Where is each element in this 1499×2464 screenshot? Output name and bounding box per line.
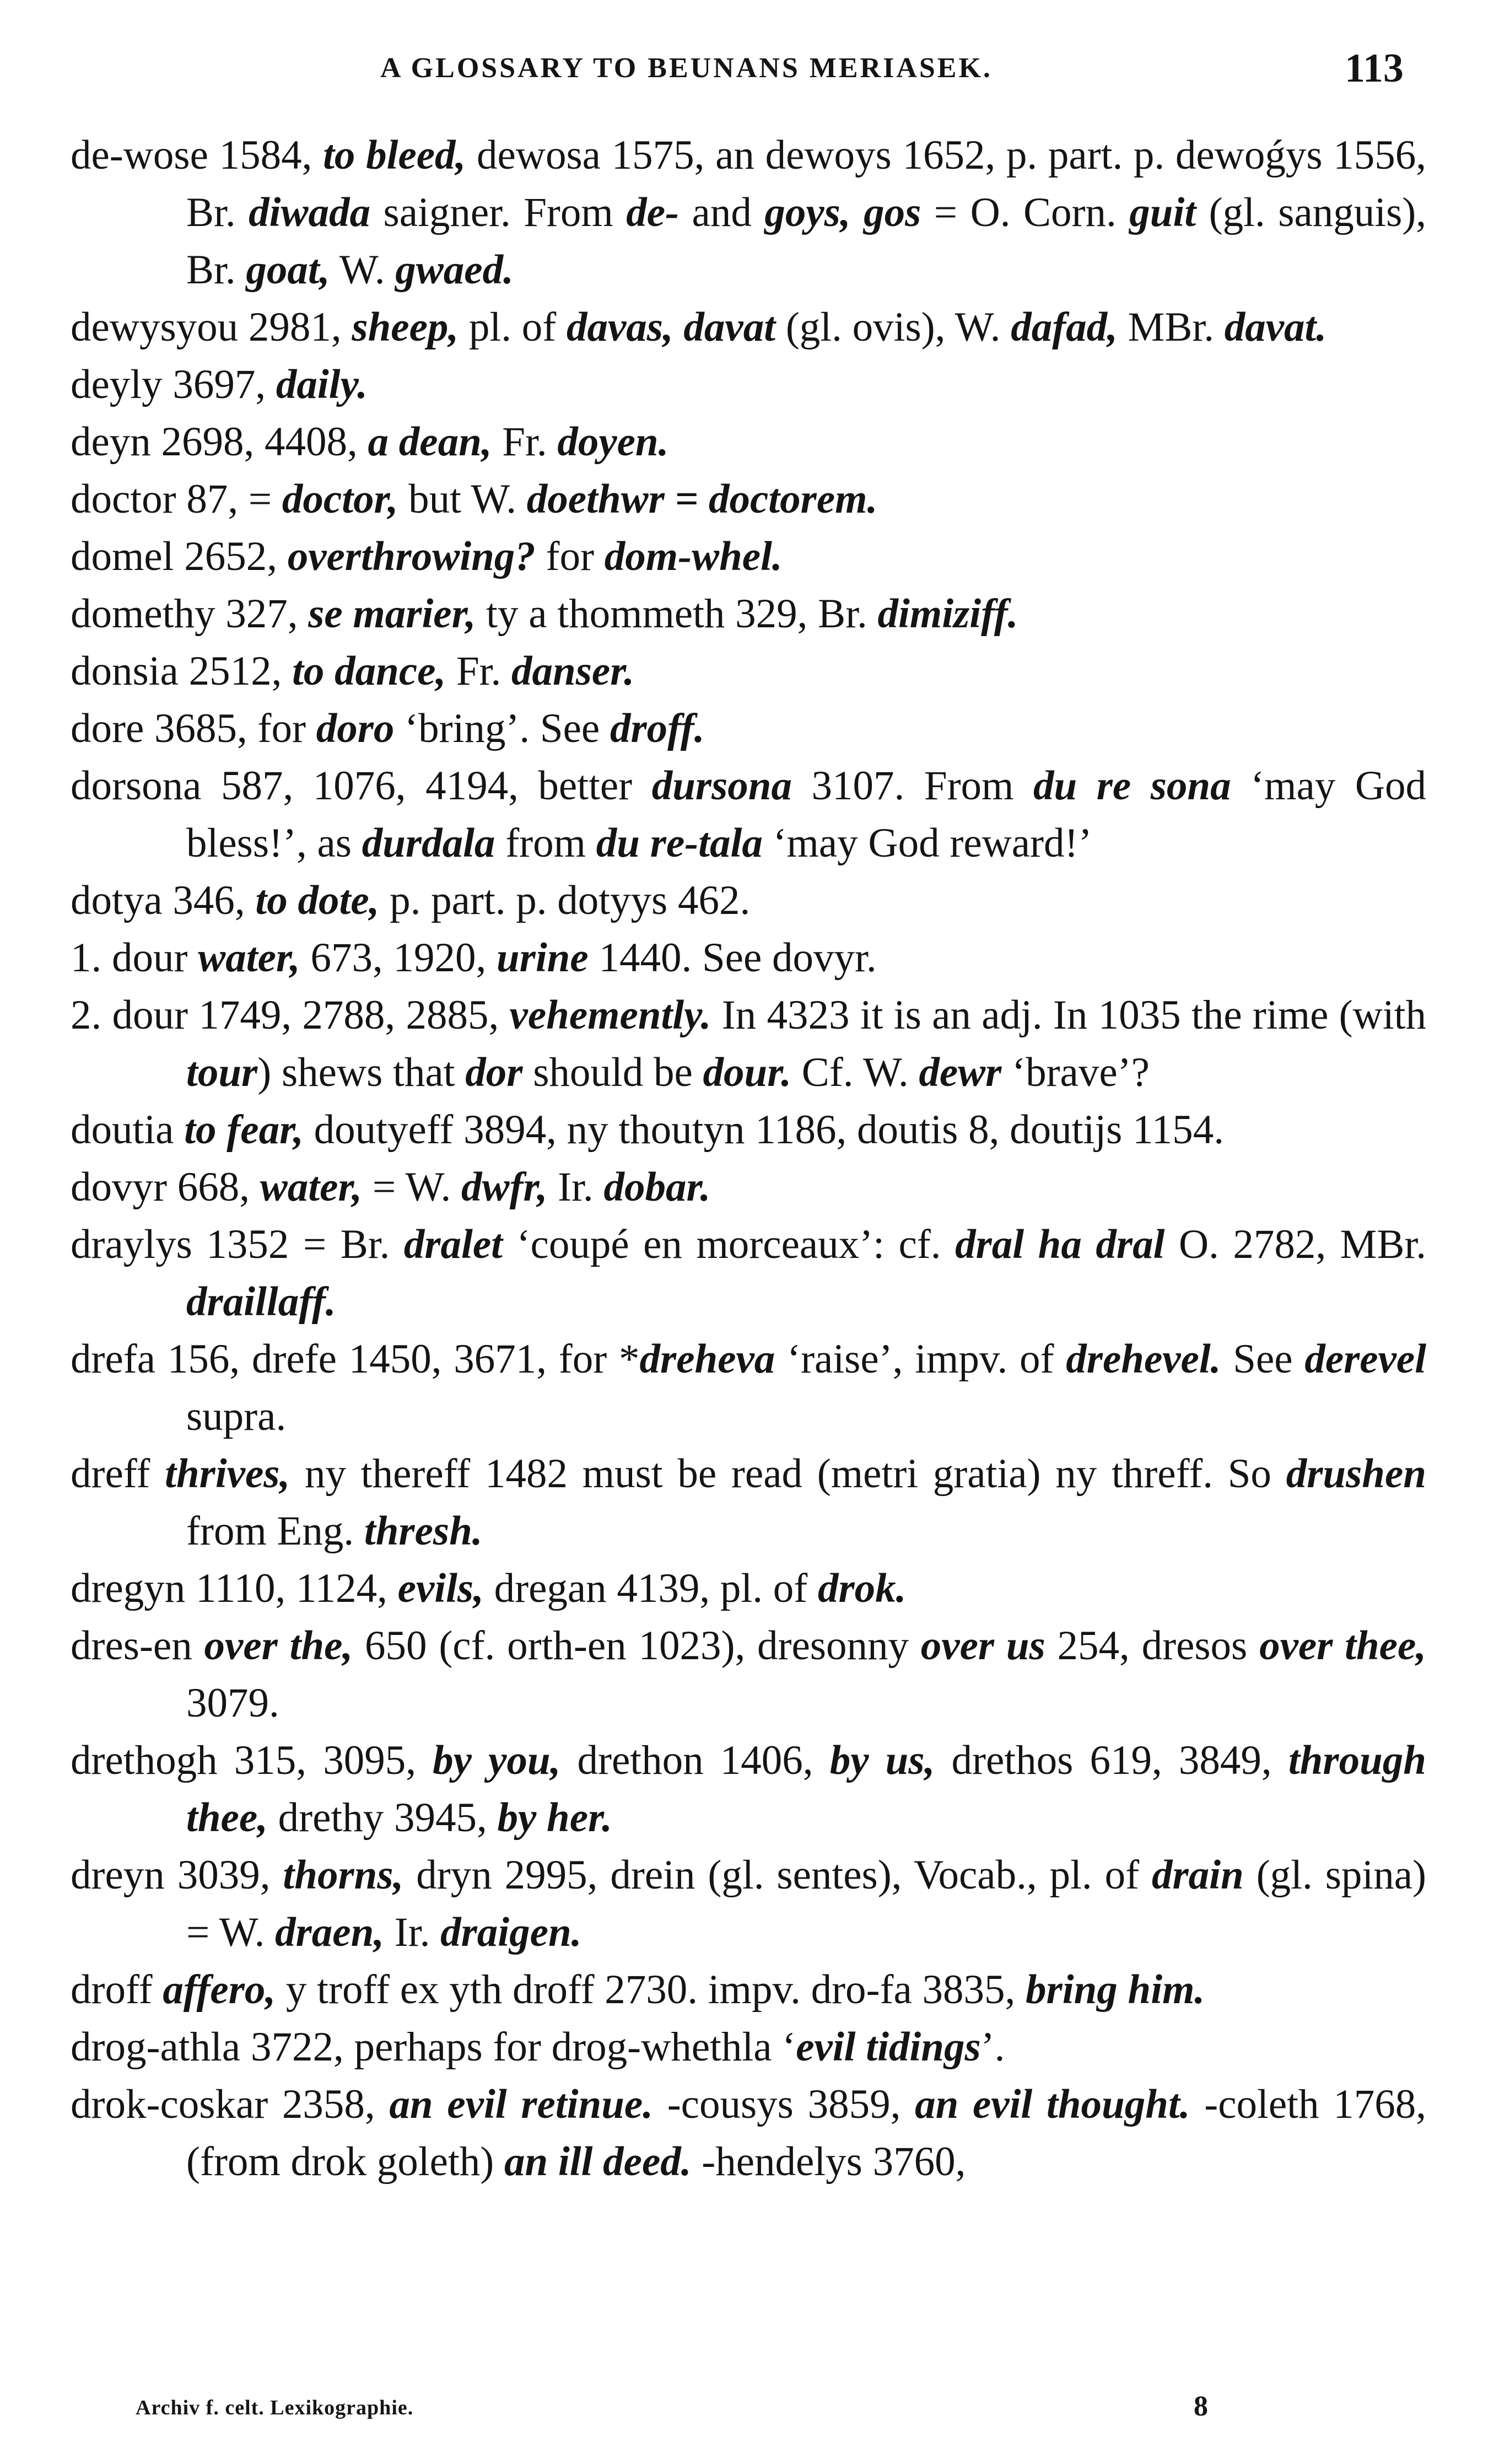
- entry-text: pl. of: [459, 304, 567, 350]
- glossary-entry: [71, 929, 1426, 987]
- entry-gloss-italic: gwaed.: [395, 247, 514, 293]
- entry-gloss-italic: tour: [186, 1050, 258, 1095]
- entry-text: dryn 2995, drein (gl. sentes), Vocab., pl. of: [403, 1852, 1152, 1898]
- entry-gloss-italic: dafad,: [1011, 304, 1118, 350]
- entry-text: and: [679, 190, 765, 235]
- entry-gloss-italic: doethwr = doctorem.: [526, 476, 878, 522]
- entry-text: dewosa 1575, an dewoys 1652, p. part. p. dewoǵys 1556, Br.: [186, 132, 1426, 235]
- entry-gloss-italic: davat.: [1224, 304, 1327, 350]
- entry-gloss-italic: to fear,: [184, 1107, 304, 1153]
- entry-gloss-italic: doro: [316, 706, 395, 751]
- footer-publication: Archiv f. celt. Lexikographie.: [136, 2396, 414, 2419]
- entry-text: O. 2782, MBr.: [1164, 1222, 1426, 1267]
- entry-text: In 4323 it is an adj. In 1035 the rime (with: [711, 992, 1426, 1038]
- glossary-entry: [71, 1847, 1426, 1961]
- entry-gloss-italic: drain: [1152, 1852, 1244, 1898]
- entry-text: drethy 3945,: [267, 1795, 498, 1841]
- entry-gloss-italic: evils,: [397, 1565, 484, 1611]
- entry-gloss-italic: davas, davat: [566, 304, 776, 350]
- glossary-entry: [71, 299, 1426, 356]
- entry-gloss-italic: dom-whel.: [604, 534, 783, 579]
- entry-text: 650 (cf. orth-en 1023), dresonny: [353, 1623, 921, 1669]
- entry-gloss-italic: du re sona: [1033, 763, 1231, 809]
- entry-text: should be: [522, 1050, 703, 1095]
- entry-text: for: [535, 534, 605, 579]
- entry-gloss-italic: droff.: [610, 706, 705, 751]
- entry-gloss-italic: dreheva: [639, 1336, 775, 1382]
- entry-gloss-italic: thorns,: [283, 1852, 404, 1898]
- entry-text: drefa 156, drefe 1450, 3671, for *: [71, 1336, 640, 1382]
- glossary-entry: [71, 471, 1426, 528]
- entry-text: ) shews that: [257, 1050, 466, 1095]
- glossary-entry: [71, 643, 1426, 700]
- entry-gloss-italic: durdala: [362, 820, 495, 866]
- entry-gloss-italic: du re-tala: [596, 820, 763, 866]
- entry-text: MBr.: [1117, 304, 1225, 350]
- entry-text: See: [1221, 1336, 1305, 1382]
- entry-gloss-italic: thrives,: [165, 1451, 290, 1497]
- glossary-entry: [71, 528, 1426, 585]
- entry-text: doctor 87, =: [71, 476, 282, 522]
- entry-gloss-italic: se marier,: [308, 591, 476, 637]
- entry-text: 3079.: [186, 1680, 279, 1726]
- entry-text: saigner. From: [370, 190, 627, 235]
- glossary-entry: [71, 1216, 1426, 1331]
- entry-gloss-italic: dewr: [919, 1050, 1002, 1095]
- entry-text: ‘may God reward!’: [762, 820, 1092, 866]
- entry-text: 2. dour 1749, 2788, 2885,: [71, 992, 510, 1038]
- entry-text: 673, 1920,: [300, 935, 497, 981]
- entry-gloss-italic: doyen.: [557, 419, 669, 465]
- entry-gloss-italic: an evil retinue.: [389, 2081, 653, 2127]
- entry-gloss-italic: by her.: [497, 1795, 612, 1841]
- entry-gloss-italic: draillaff.: [186, 1279, 336, 1325]
- entry-gloss-italic: drushen: [1286, 1451, 1426, 1497]
- entry-text: y troff ex yth droff 2730. impv. dro-fa 3835,: [276, 1967, 1026, 2013]
- glossary-entry: [71, 1331, 1426, 1445]
- entry-gloss-italic: goys, gos: [764, 190, 921, 235]
- entry-gloss-italic: drehevel.: [1066, 1336, 1221, 1382]
- entry-gloss-italic: to bleed,: [323, 132, 466, 178]
- entry-gloss-italic: diwada: [249, 190, 370, 235]
- entry-gloss-italic: over us: [920, 1623, 1045, 1669]
- entry-text: dorsona 587, 1076, 4194, better: [71, 763, 652, 809]
- entry-text: ty a thommeth 329, Br.: [476, 591, 878, 637]
- entry-text: ’.: [980, 2024, 1005, 2070]
- entry-text: drethogh 315, 3095,: [71, 1737, 433, 1783]
- entry-gloss-italic: an ill deed.: [504, 2139, 692, 2185]
- entry-gloss-italic: doctor,: [282, 476, 398, 522]
- glossary-entry: [71, 1732, 1426, 1847]
- entry-gloss-italic: to dance,: [292, 648, 446, 694]
- entry-gloss-italic: drok.: [818, 1565, 907, 1611]
- glossary-entry: [71, 872, 1426, 929]
- entry-text: drog-athla 3722, perhaps for drog-whethla ‘: [71, 2024, 796, 2070]
- entry-text: but W.: [398, 476, 527, 522]
- glossary-entry: [71, 987, 1426, 1101]
- entry-text: domethy 327,: [71, 591, 309, 637]
- entry-text: W.: [330, 247, 396, 293]
- entry-gloss-italic: derevel: [1304, 1336, 1427, 1382]
- entry-gloss-italic: guit: [1129, 190, 1196, 235]
- entry-text: = O. Corn.: [921, 190, 1130, 235]
- entry-gloss-italic: by us,: [829, 1737, 935, 1783]
- entry-text: draylys 1352 = Br.: [71, 1222, 404, 1267]
- entry-text: deyn 2698, 4408,: [71, 419, 368, 465]
- entry-text: dreff: [71, 1451, 165, 1497]
- entry-text: dregyn 1110, 1124,: [71, 1565, 398, 1611]
- entry-text: (gl. spina) = W.: [186, 1852, 1426, 1955]
- entry-text: 1. dour: [71, 935, 198, 981]
- entry-text: = W.: [362, 1164, 462, 1210]
- entry-text: -coleth 1768, (from drok goleth): [186, 2081, 1427, 2185]
- entry-gloss-italic: daily.: [276, 362, 368, 407]
- entry-gloss-italic: urine: [496, 935, 589, 981]
- entry-text: ‘bring’. See: [394, 706, 610, 751]
- entry-gloss-italic: evil tidings: [796, 2024, 981, 2070]
- entry-text: drok-coskar 2358,: [71, 2081, 390, 2127]
- entry-gloss-italic: dor: [465, 1050, 523, 1095]
- entry-text: domel 2652,: [71, 534, 288, 579]
- entry-text: ny thereff 1482 must be read (metri gratia) ny threff. So: [290, 1451, 1286, 1497]
- entry-text: Ir.: [547, 1164, 604, 1210]
- entry-gloss-italic: danser.: [511, 648, 635, 694]
- glossary-entries: [71, 127, 1426, 2191]
- entry-text: (gl. sanguis), Br.: [186, 190, 1426, 293]
- entry-text: deyly 3697,: [71, 362, 276, 407]
- entry-text: drethos 619, 3849,: [935, 1737, 1288, 1783]
- glossary-entry: [71, 1101, 1426, 1159]
- entry-text: 1440. See dovyr.: [588, 935, 877, 981]
- entry-text: dreyn 3039,: [71, 1852, 283, 1898]
- entry-text: -hendelys 3760,: [691, 2139, 966, 2185]
- entry-gloss-italic: through thee,: [186, 1737, 1426, 1841]
- entry-text: 3107. From: [792, 763, 1033, 809]
- entry-gloss-italic: vehemently.: [509, 992, 711, 1038]
- entry-gloss-italic: dralet: [403, 1222, 503, 1267]
- glossary-entry: [71, 356, 1426, 413]
- entry-gloss-italic: to dote,: [255, 878, 380, 923]
- entry-gloss-italic: a dean,: [368, 419, 492, 465]
- entry-gloss-italic: goat,: [246, 247, 330, 293]
- entry-gloss-italic: by you,: [433, 1737, 561, 1783]
- entry-gloss-italic: draigen.: [440, 1909, 582, 1955]
- entry-gloss-italic: bring him.: [1026, 1967, 1205, 2013]
- glossary-entry: [71, 757, 1426, 872]
- entry-text: dres-en: [71, 1623, 204, 1669]
- entry-gloss-italic: sheep,: [352, 304, 459, 350]
- entry-text: drethon 1406,: [560, 1737, 830, 1783]
- entry-gloss-italic: affero,: [163, 1967, 276, 2013]
- entry-text: droff: [71, 1967, 163, 2013]
- entry-gloss-italic: an evil thought.: [915, 2081, 1190, 2127]
- entry-gloss-italic: thresh.: [364, 1508, 483, 1554]
- entry-text: (gl. ovis), W.: [775, 304, 1011, 350]
- entry-gloss-italic: dobar.: [603, 1164, 711, 1210]
- entry-gloss-italic: dimiziff.: [877, 591, 1018, 637]
- page-header: [0, 45, 1499, 89]
- entry-text: dewysyou 2981,: [71, 304, 352, 350]
- entry-gloss-italic: dral ha dral: [955, 1222, 1165, 1267]
- entry-text: from: [495, 820, 596, 866]
- glossary-entry: [71, 585, 1426, 643]
- entry-text: -cousys 3859,: [653, 2081, 915, 2127]
- glossary-entry: [71, 2019, 1426, 2076]
- glossary-entry: [71, 1617, 1426, 1732]
- glossary-entry: [71, 1159, 1426, 1216]
- running-title: A GLOSSARY TO BEUNANS MERIASEK.: [380, 52, 993, 84]
- glossary-entry: [71, 2076, 1426, 2191]
- entry-text: doutia: [71, 1107, 185, 1153]
- footer-signature-mark: 8: [1194, 2391, 1208, 2422]
- page-footer: [0, 2390, 1499, 2434]
- entry-gloss-italic: de-: [626, 190, 680, 235]
- entry-text: from Eng.: [186, 1508, 364, 1554]
- entry-gloss-italic: dour.: [703, 1050, 792, 1095]
- entry-text: dovyr 668,: [71, 1164, 260, 1210]
- entry-text: Fr.: [446, 648, 512, 694]
- entry-text: donsia 2512,: [71, 648, 293, 694]
- entry-text: ‘may God bless!’, as: [186, 763, 1427, 866]
- entry-text: Fr.: [492, 419, 558, 465]
- entry-text: doutyeff 3894, ny thoutyn 1186, doutis 8, doutijs 1154.: [303, 1107, 1225, 1153]
- entry-gloss-italic: overthrowing?: [287, 534, 536, 579]
- entry-text: ‘raise’, impv. of: [775, 1336, 1066, 1382]
- entry-text: dore 3685, for: [71, 706, 316, 751]
- glossary-entry: [71, 1961, 1426, 2019]
- glossary-entry: [71, 413, 1426, 471]
- entry-text: supra.: [186, 1394, 287, 1439]
- entry-gloss-italic: over thee,: [1259, 1623, 1427, 1669]
- entry-text: ‘brave’?: [1001, 1050, 1150, 1095]
- entry-text: dotya 346,: [71, 878, 256, 923]
- entry-text: ‘coupé en morceaux’: cf.: [503, 1222, 956, 1267]
- entry-text: de-wose 1584,: [71, 132, 323, 178]
- entry-text: dregan 4139, pl. of: [483, 1565, 818, 1611]
- entry-gloss-italic: dursona: [651, 763, 792, 809]
- entry-text: Cf. W.: [791, 1050, 919, 1095]
- entry-text: Ir.: [384, 1909, 441, 1955]
- entry-text: 254, dresos: [1045, 1623, 1260, 1669]
- entry-gloss-italic: over the,: [204, 1623, 353, 1669]
- entry-gloss-italic: dwfr,: [461, 1164, 548, 1210]
- entry-gloss-italic: draen,: [275, 1909, 385, 1955]
- glossary-entry: [71, 1445, 1426, 1560]
- glossary-entry: [71, 700, 1426, 757]
- entry-gloss-italic: water,: [260, 1164, 363, 1210]
- page-number: 113: [1345, 46, 1404, 91]
- glossary-entry: [71, 1560, 1426, 1617]
- entry-gloss-italic: water,: [198, 935, 300, 981]
- glossary-entry: [71, 127, 1426, 299]
- entry-text: p. part. p. dotyys 462.: [379, 878, 751, 923]
